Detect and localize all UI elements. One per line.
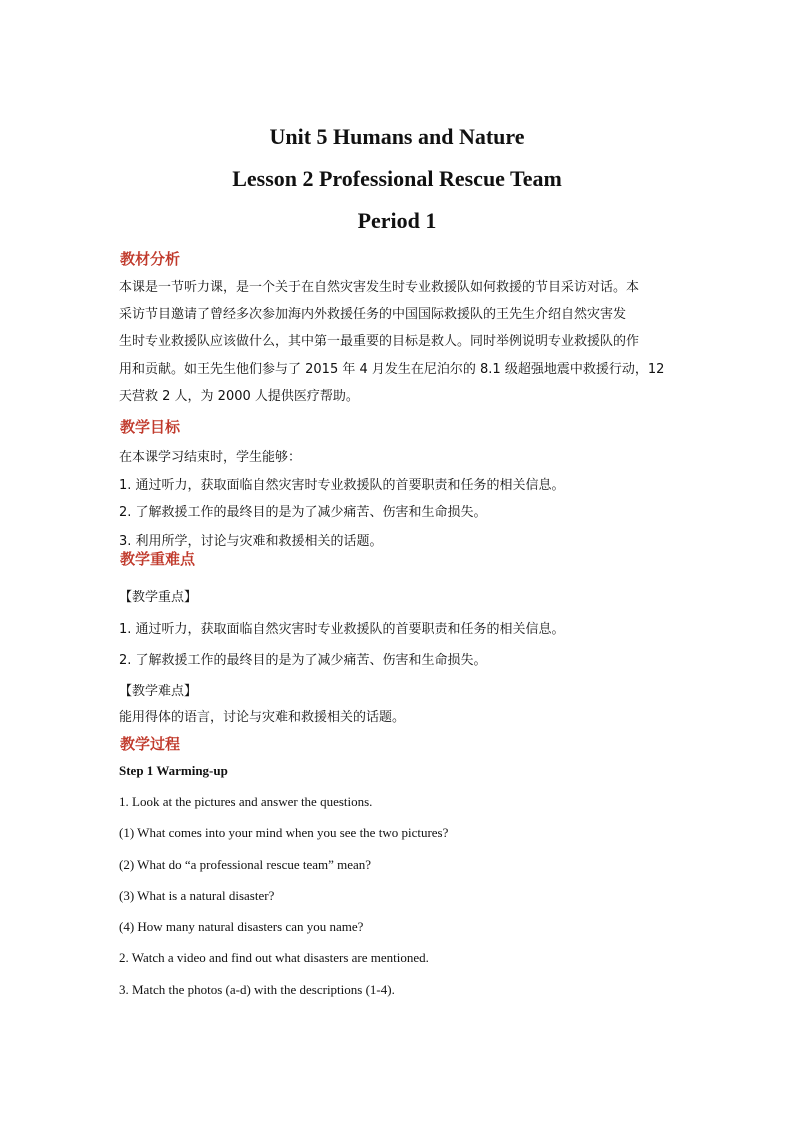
objectives-intro: 在本课学习结束时，学生能够： (119, 450, 302, 465)
objectives-heading: 教学目标 (120, 418, 181, 436)
focus-label: 【教学重点】 (119, 590, 198, 605)
focus-item: 2. 了解救援工作的最终目的是为了减少痛苦、伤害和生命损失。 (119, 653, 487, 668)
analysis-line: 本课是一节听力课，是一个关于在自然灾害发生时专业救援队如何救援的节目采访对话。本 (119, 280, 640, 295)
step1-heading: Step 1 Warming-up (119, 763, 228, 778)
analysis-line: 天营救 2 人，为 2000 人提供医疗帮助。 (119, 389, 359, 404)
process-line: 1. Look at the pictures and answer the questions. (119, 794, 373, 809)
process-heading: 教学过程 (120, 735, 181, 753)
difficulty-label: 【教学难点】 (119, 684, 198, 699)
analysis-heading: 教材分析 (120, 250, 181, 268)
focus-item: 1. 通过听力，获取面临自然灾害时专业救援队的首要职责和任务的相关信息。 (119, 622, 565, 637)
period-title: Period 1 (357, 208, 437, 233)
objective-item: 2. 了解救援工作的最终目的是为了减少痛苦、伤害和生命损失。 (119, 505, 487, 520)
key-points-heading: 教学重难点 (120, 550, 196, 568)
process-line: 3. Match the photos (a-d) with the descriptions (1-4). (119, 982, 395, 997)
process-line: (1) What comes into your mind when you see the two pictures? (119, 825, 449, 840)
process-line: (3) What is a natural disaster? (119, 888, 275, 903)
difficulty-text: 能用得体的语言，讨论与灾难和救援相关的话题。 (119, 710, 406, 725)
analysis-line: 生时专业救援队应该做什么，其中第一最重要的目标是救人。同时举例说明专业救援队的作 (119, 334, 640, 349)
process-line: (2) What do “a professional rescue team” mean? (119, 857, 372, 872)
unit-title: Unit 5 Humans and Nature (269, 124, 525, 149)
objective-item: 1. 通过听力，获取面临自然灾害时专业救援队的首要职责和任务的相关信息。 (119, 478, 565, 493)
analysis-line: 采访节目邀请了曾经多次参加海内外救援任务的中国国际救援队的王先生介绍自然灾害发 (119, 307, 627, 322)
process-line: (4) How many natural disasters can you name? (119, 919, 364, 934)
lesson-title: Lesson 2 Professional Rescue Team (232, 166, 562, 191)
objective-item: 3. 利用所学，讨论与灾难和救援相关的话题。 (119, 534, 383, 549)
analysis-line: 用和贡献。如王先生他们参与了 2015 年 4 月发生在尼泊尔的 8.1 级超强地震中救援行动，12 (119, 362, 665, 377)
process-line: 2. Watch a video and find out what disasters are mentioned. (119, 950, 429, 965)
